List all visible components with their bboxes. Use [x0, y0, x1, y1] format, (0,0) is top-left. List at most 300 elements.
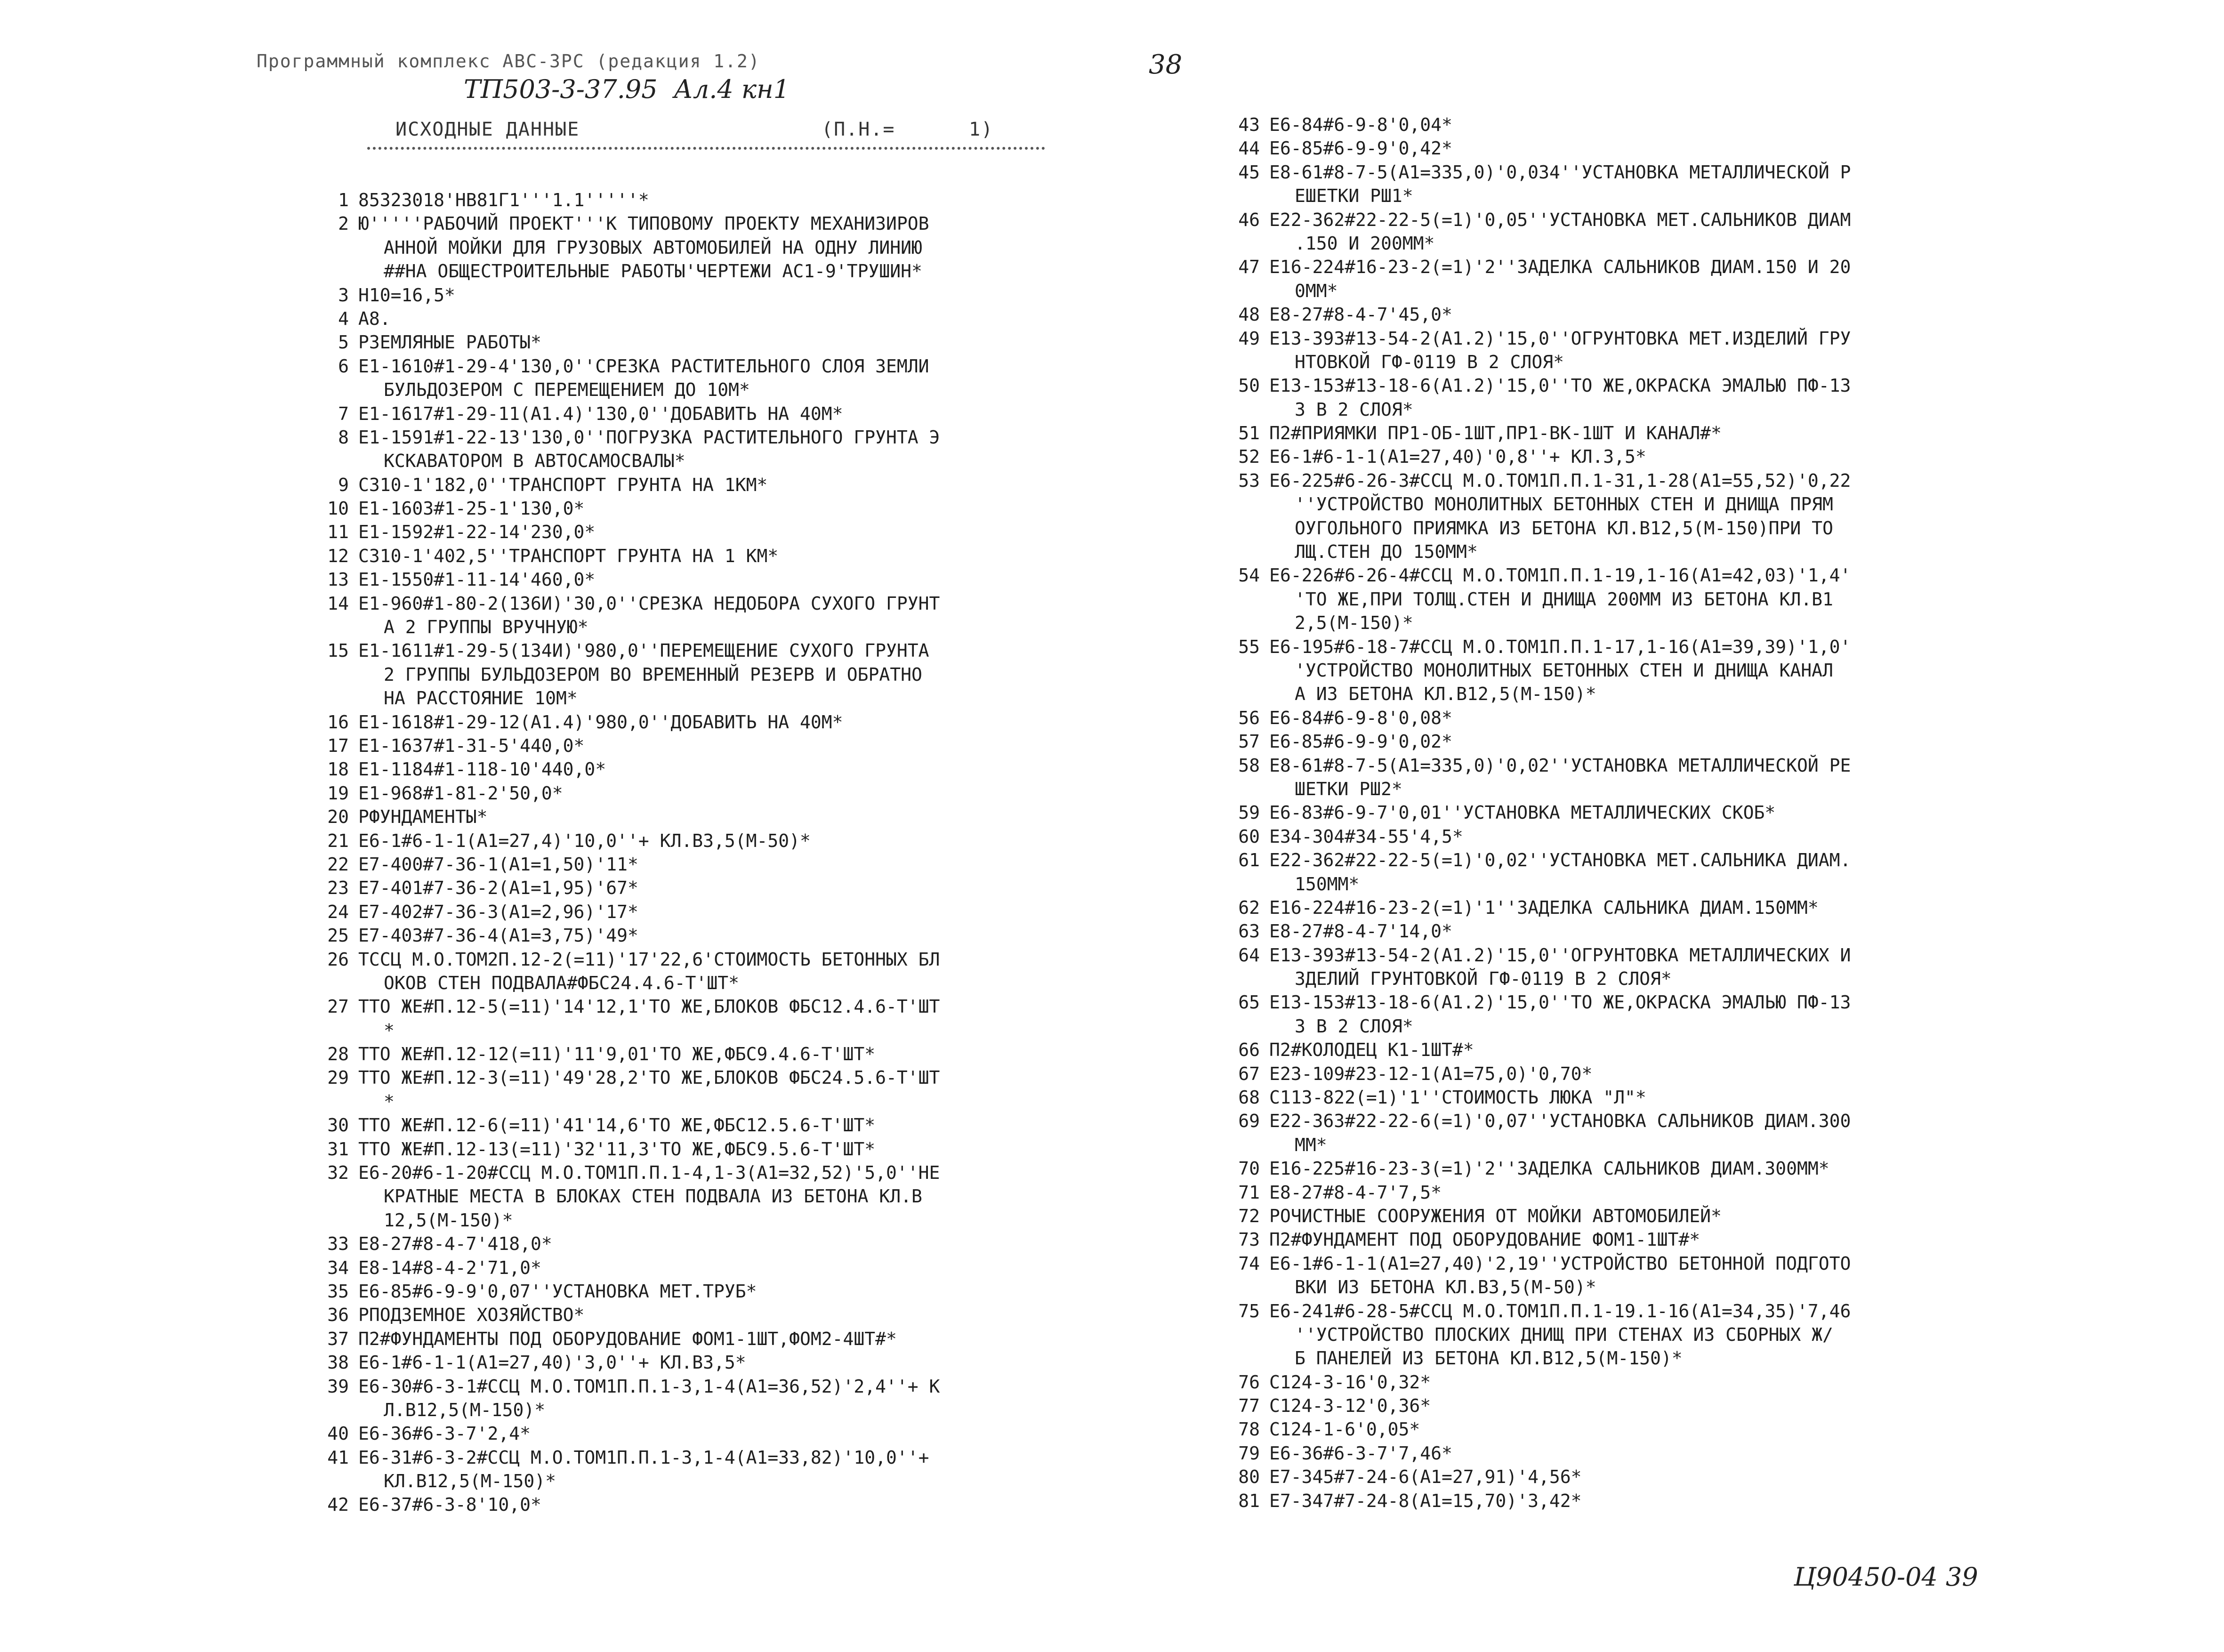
line-text: КЛ.В12,5(М-150)* — [384, 1471, 556, 1492]
line-text: Е13-393#13-54-2(А1.2)'15,0''ОГРУНТОВКА МЕТАЛЛИЧЕСКИХ И — [1269, 944, 1851, 966]
listing-line — [313, 853, 1137, 876]
listing-line — [1224, 232, 2067, 255]
listing-line — [1224, 113, 2067, 137]
listing-line — [1224, 872, 2067, 896]
line-number: 17 — [327, 735, 349, 756]
listing-line — [313, 924, 1137, 947]
listing-line — [313, 1422, 1137, 1445]
line-number: 52 — [1238, 446, 1260, 467]
listing-line — [1224, 1489, 2067, 1513]
program-header: Программный комплекс АВС-3РС (редакция 1.2) — [257, 51, 760, 72]
line-number: 12 — [327, 545, 349, 566]
listing-line — [1224, 327, 2067, 350]
listing-line — [1224, 445, 2067, 468]
line-text: 3 В 2 СЛОЯ* — [1295, 1015, 1413, 1037]
line-text: Е13-153#13-18-6(А1.2)'15,0''ТО ЖЕ,ОКРАСКА ЭМАЛЬЮ ПФ-13 — [1269, 375, 1851, 396]
line-text: Е8-27#8-4-7'14,0* — [1269, 921, 1452, 942]
line-number: 69 — [1238, 1111, 1260, 1132]
line-number: 42 — [327, 1494, 349, 1515]
listing-line — [1224, 991, 2067, 1014]
line-text: 2,5(М-150)* — [1295, 612, 1413, 634]
listing-line — [313, 497, 1137, 520]
line-text: Е1-1592#1-22-14'230,0* — [358, 522, 596, 543]
line-number: 70 — [1238, 1158, 1260, 1179]
header-divider — [367, 147, 1045, 150]
line-text: 'ТО ЖЕ,ПРИ ТОЛЩ.СТЕН И ДНИЩА 200ММ ИЗ БЕТОНА КЛ.В1 — [1295, 588, 1833, 610]
listing-line — [313, 1232, 1137, 1256]
listing-line — [313, 1351, 1137, 1374]
line-text: Е6-31#6-3-2#ССЦ М.О.ТОМ1П.П.1-3,1-4(А1=33,82)'10,0''+ — [358, 1447, 929, 1468]
line-number: 16 — [327, 711, 349, 733]
line-number: 22 — [327, 854, 349, 875]
line-number: 38 — [327, 1352, 349, 1373]
line-number: 6 — [338, 355, 349, 377]
listing-line — [313, 1375, 1137, 1398]
line-text: Е6-36#6-3-7'7,46* — [1269, 1442, 1452, 1464]
line-number: 37 — [327, 1328, 349, 1349]
line-text: С124-1-6'0,05* — [1269, 1419, 1420, 1440]
inventory-stamp: Ц90450-04 39 — [1794, 1562, 1978, 1592]
line-number: 5 — [338, 332, 349, 353]
listing-line — [313, 639, 1137, 662]
listing-line — [313, 1493, 1137, 1516]
line-text: 85323018'НВ81Г1'''1.1'''''* — [358, 190, 649, 210]
listing-line — [1224, 1299, 2067, 1323]
line-number: 65 — [1238, 992, 1260, 1013]
line-number: 61 — [1238, 850, 1260, 871]
line-text: Е1-1611#1-29-5(134И)'980,0''ПЕРЕМЕЩЕНИЕ СУХОГО ГРУНТА — [358, 640, 929, 661]
listing-line — [313, 330, 1137, 354]
listing-line — [313, 782, 1137, 805]
line-number: 34 — [327, 1257, 349, 1278]
line-number: 79 — [1238, 1442, 1260, 1464]
line-text: Е6-36#6-3-7'2,4* — [358, 1423, 531, 1444]
listing-line — [313, 592, 1137, 615]
line-number: 28 — [327, 1044, 349, 1065]
line-number: 29 — [327, 1067, 349, 1088]
listing-line — [1224, 137, 2067, 160]
line-number: 73 — [1238, 1229, 1260, 1250]
line-text: Е22-362#22-22-5(=1)'0,05''УСТАНОВКА МЕТ.САЛЬНИКОВ ДИАМ — [1269, 209, 1851, 230]
listing-line — [1224, 1157, 2067, 1180]
line-text: Е6-1#6-1-1(А1=27,40)'2,19''УСТРОЙСТВО БЕТОННОЙ ПОДГОТО — [1269, 1253, 1851, 1274]
line-text: Е6-226#6-26-4#ССЦ М.О.ТОМ1П.П.1-19,1-16(А1=42,03)'1,4' — [1269, 565, 1851, 586]
line-text: * — [384, 1091, 395, 1112]
listing-line — [1224, 848, 2067, 872]
line-text: Б ПАНЕЛЕЙ ИЗ БЕТОНА КЛ.В12,5(М-150)* — [1295, 1348, 1683, 1369]
listing-line — [1224, 896, 2067, 919]
line-text: ''УСТРОЙСТВО МОНОЛИТНЫХ БЕТОННЫХ СТЕН И ДНИЩА ПРЯМ — [1295, 494, 1833, 515]
line-number: 2 — [338, 213, 349, 234]
line-text: Е6-241#6-28-5#ССЦ М.О.ТОМ1П.П.1-19.1-16(А1=34,35)'7,46 — [1269, 1300, 1851, 1322]
line-text: Е8-14#8-4-2'71,0* — [358, 1257, 541, 1278]
listing-line — [1224, 161, 2067, 184]
line-text: Е8-61#8-7-5(А1=335,0)'0,034''УСТАНОВКА МЕТАЛЛИЧЕСКОЙ Р — [1269, 161, 1851, 183]
line-text: Е13-393#13-54-2(А1.2)'15,0''ОГРУНТОВКА МЕТ.ИЗДЕЛИЙ ГРУ — [1269, 328, 1851, 349]
line-text: ОКОВ СТЕН ПОДВАЛА#ФБС24.4.6-Т'ШТ* — [384, 972, 739, 993]
line-number: 58 — [1238, 755, 1260, 776]
listing-line — [313, 544, 1137, 568]
line-text: Е1-1637#1-31-5'440,0* — [358, 735, 585, 756]
listing-line — [1224, 825, 2067, 848]
line-text: Е6-85#6-9-9'0,07''УСТАНОВКА МЕТ.ТРУБ* — [358, 1281, 757, 1302]
listing-line — [1224, 1228, 2067, 1251]
line-text: Е6-1#6-1-1(А1=27,40)'3,0''+ КЛ.В3,5* — [358, 1352, 746, 1373]
listing-line — [313, 734, 1137, 758]
line-text: ТТО ЖЕ#П.12-3(=11)'49'28,2'ТО ЖЕ,БЛОКОВ ФБС24.5.6-Т'ШТ — [358, 1067, 940, 1088]
line-number: 24 — [327, 901, 349, 922]
line-text: ЗДЕЛИЙ ГРУНТОВКОЙ ГФ-0119 В 2 СЛОЯ* — [1295, 968, 1672, 990]
line-text: Е1-1184#1-118-10'440,0* — [358, 759, 606, 780]
listing-line — [1224, 1109, 2067, 1133]
line-number: 21 — [327, 830, 349, 851]
line-text: Е16-224#16-23-2(=1)'2''ЗАДЕЛКА САЛЬНИКОВ ДИАМ.150 И 20 — [1269, 257, 1851, 278]
listing-line — [313, 615, 1137, 639]
line-text: Е6-1#6-1-1(А1=27,4)'10,0''+ КЛ.В3,5(М-50)* — [358, 830, 811, 851]
listing-line — [1224, 1086, 2067, 1109]
line-number: 32 — [327, 1162, 349, 1184]
line-text: Е8-61#8-7-5(А1=335,0)'0,02''УСТАНОВКА МЕТАЛЛИЧЕСКОЙ РЕ — [1269, 755, 1851, 776]
listing-line — [313, 1209, 1137, 1232]
line-text: С124-3-12'0,36* — [1269, 1395, 1431, 1417]
line-text: НА РАССТОЯНИЕ 10М* — [384, 688, 578, 709]
listing-line — [1224, 303, 2067, 326]
line-number: 3 — [338, 284, 349, 306]
listing-line — [1224, 682, 2067, 706]
line-text: .150 И 200ММ* — [1295, 233, 1435, 254]
line-number: 53 — [1238, 470, 1260, 491]
listing-line — [313, 995, 1137, 1018]
line-text: Е34-304#34-55'4,5* — [1269, 826, 1463, 847]
line-number: 9 — [338, 474, 349, 495]
listing-line — [1224, 1323, 2067, 1346]
listing-line — [313, 426, 1137, 449]
line-number: 46 — [1238, 209, 1260, 230]
line-text: Е1-1610#1-29-4'130,0''СРЕЗКА РАСТИТЕЛЬНОГО СЛОЯ ЗЕМЛИ — [358, 355, 929, 377]
line-number: 40 — [327, 1423, 349, 1444]
line-number: 75 — [1238, 1300, 1260, 1322]
listing-line — [1224, 540, 2067, 564]
line-text: ОУГОЛЬНОГО ПРИЯМКА ИЗ БЕТОНА КЛ.В12,5(М-150)ПРИ ТО — [1295, 517, 1833, 539]
line-text: Е7-400#7-36-1(А1=1,50)'11* — [358, 854, 638, 875]
line-text: ''УСТРОЙСТВО ПЛОСКИХ ДНИЩ ПРИ СТЕНАХ ИЗ СБОРНЫХ Ж/ — [1295, 1324, 1833, 1345]
listing-line — [1224, 208, 2067, 232]
line-number: 50 — [1238, 375, 1260, 396]
line-number: 39 — [327, 1376, 349, 1397]
line-text: РЗЕМЛЯНЫЕ РАБОТЫ* — [358, 332, 541, 353]
listing-line — [313, 805, 1137, 829]
line-text: РОЧИСТНЫЕ СООРУЖЕНИЯ ОТ МОЙКИ АВТОМОБИЛЕЙ* — [1269, 1205, 1722, 1226]
line-number: 66 — [1238, 1040, 1260, 1061]
listing-line — [313, 283, 1137, 307]
line-text: 2 ГРУППЫ БУЛЬДОЗЕРОМ ВО ВРЕМЕННЫЙ РЕЗЕРВ И ОБРАТНО — [384, 664, 922, 685]
line-text: Е6-85#6-9-9'0,02* — [1269, 731, 1452, 752]
line-number: 62 — [1238, 897, 1260, 918]
listing-line — [1224, 350, 2067, 374]
listing-line — [1224, 398, 2067, 421]
section-title: ИСХОДНЫЕ ДАННЫЕ — [395, 119, 580, 140]
line-number: 35 — [327, 1281, 349, 1302]
listing-line — [1224, 754, 2067, 777]
listing-line — [1224, 421, 2067, 445]
line-text: РПОДЗЕМНОЕ ХОЗЯЙСТВО* — [358, 1305, 585, 1326]
line-number: 13 — [327, 569, 349, 590]
line-text: Е6-37#6-3-8'10,0* — [358, 1494, 541, 1515]
line-number: 80 — [1238, 1467, 1260, 1488]
line-text: Е8-27#8-4-7'418,0* — [358, 1233, 552, 1255]
line-number: 71 — [1238, 1182, 1260, 1203]
listing-line — [1224, 1252, 2067, 1275]
line-text: ВКИ ИЗ БЕТОНА КЛ.В3,5(М-50)* — [1295, 1277, 1596, 1298]
line-text: Е6-84#6-9-8'0,08* — [1269, 707, 1452, 728]
listing-line — [313, 1161, 1137, 1185]
listing-line — [313, 1280, 1137, 1303]
line-text: АННОЙ МОЙКИ ДЛЯ ГРУЗОВЫХ АВТОМОБИЛЕЙ НА ОДНУ ЛИНИЮ — [384, 237, 922, 258]
line-text: А8. — [358, 308, 391, 329]
line-number: 41 — [327, 1447, 349, 1468]
listing-line — [313, 1113, 1137, 1137]
listing-line — [1224, 943, 2067, 967]
line-text: Е1-1603#1-25-1'130,0* — [358, 498, 585, 519]
line-text: КСКАВАТОРОМ В АВТОСАМОСВАЛЫ* — [384, 451, 685, 472]
line-text: Е23-109#23-12-1(А1=75,0)'0,70* — [1269, 1063, 1593, 1084]
line-text: БУЛЬДОЗЕРОМ С ПЕРЕМЕЩЕНИЕМ ДО 10М* — [384, 379, 750, 401]
listing-line — [313, 355, 1137, 378]
listing-line — [313, 212, 1137, 235]
listing-line — [1224, 516, 2067, 540]
line-number: 11 — [327, 522, 349, 543]
listing-line — [1224, 374, 2067, 397]
line-text: Е22-362#22-22-5(=1)'0,02''УСТАНОВКА МЕТ.САЛЬНИКА ДИАМ. — [1269, 850, 1851, 871]
line-text: ТТО ЖЕ#П.12-6(=11)'41'14,6'ТО ЖЕ,ФБС12.5.6-Т'ШТ* — [358, 1115, 876, 1136]
line-text: Ю'''''РАБОЧИЙ ПРОЕКТ'''К ТИПОВОМУ ПРОЕКТУ МЕХАНИЗИРОВ — [358, 213, 929, 234]
line-number: 63 — [1238, 921, 1260, 942]
listing-line — [1224, 279, 2067, 303]
line-text: ТССЦ М.О.ТОМ2П.12-2(=11)'17'22,6'СТОИМОСТЬ БЕТОННЫХ БЛ — [358, 949, 940, 970]
line-text: Е8-27#8-4-7'45,0* — [1269, 304, 1452, 325]
line-number: 27 — [327, 996, 349, 1017]
line-number: 10 — [327, 498, 349, 519]
listing-line — [1224, 1418, 2067, 1441]
line-number: 7 — [338, 403, 349, 424]
line-text: С310-1'402,5''ТРАНСПОРТ ГРУНТА НА 1 КМ* — [358, 545, 779, 566]
line-text: 12,5(М-150)* — [384, 1209, 513, 1231]
line-number: 26 — [327, 949, 349, 970]
line-text: Е8-27#8-4-7'7,5* — [1269, 1182, 1442, 1203]
right-column — [1224, 113, 2067, 1513]
line-text: ##НА ОБЩЕСТРОИТЕЛЬНЫЕ РАБОТЫ'ЧЕРТЕЖИ АС1-9'ТРУШИН* — [384, 261, 922, 282]
line-number: 64 — [1238, 944, 1260, 966]
line-text: С113-822(=1)'1''СТОИМОСТЬ ЛЮКА "Л"* — [1269, 1087, 1646, 1108]
listing-line — [1224, 1370, 2067, 1394]
line-number: 33 — [327, 1233, 349, 1255]
line-number: 30 — [327, 1115, 349, 1136]
listing-line — [313, 663, 1137, 686]
line-text: Е16-225#16-23-3(=1)'2''ЗАДЕЛКА САЛЬНИКОВ ДИАМ.300ММ* — [1269, 1158, 1829, 1179]
line-text: Е1-1617#1-29-11(А1.4)'130,0''ДОБАВИТЬ НА 40М* — [358, 403, 843, 424]
listing-line — [1224, 967, 2067, 991]
listing-line — [1224, 184, 2067, 208]
listing-line — [1224, 469, 2067, 492]
listing-line — [313, 259, 1137, 283]
line-text: ММ* — [1295, 1134, 1327, 1155]
line-text: ТТО ЖЕ#П.12-5(=11)'14'12,1'ТО ЖЕ,БЛОКОВ ФБС12.4.6-Т'ШТ — [358, 996, 940, 1017]
listing-line — [1224, 635, 2067, 659]
line-number: 48 — [1238, 304, 1260, 325]
listing-line — [313, 188, 1137, 212]
listing-line — [313, 449, 1137, 473]
line-text: П2#ФУНДАМЕНТЫ ПОД ОБОРУДОВАНИЕ ФОМ1-1ШТ,ФОМ2-4ШТ#* — [358, 1328, 897, 1349]
line-number: 67 — [1238, 1063, 1260, 1084]
section-page-number: (П.Н.= 1) — [822, 119, 994, 140]
line-text: Е7-345#7-24-6(А1=27,91)'4,56* — [1269, 1467, 1582, 1488]
line-text: А ИЗ БЕТОНА КЛ.В12,5(М-150)* — [1295, 684, 1596, 705]
line-text: Е6-30#6-3-1#ССЦ М.О.ТОМ1П.П.1-3,1-4(А1=36,52)'2,4''+ К — [358, 1376, 940, 1397]
line-text: С310-1'182,0''ТРАНСПОРТ ГРУНТА НА 1КМ* — [358, 474, 768, 495]
line-number: 36 — [327, 1305, 349, 1326]
line-text: Е13-153#13-18-6(А1.2)'15,0''ТО ЖЕ,ОКРАСКА ЭМАЛЬЮ ПФ-13 — [1269, 992, 1851, 1013]
listing-line — [313, 1256, 1137, 1280]
listing-line — [1224, 919, 2067, 943]
line-text: Е16-224#16-23-2(=1)'1''ЗАДЕЛКА САЛЬНИКА ДИАМ.150ММ* — [1269, 897, 1819, 918]
line-number: 14 — [327, 593, 349, 614]
line-number: 18 — [327, 759, 349, 780]
line-text: Е6-83#6-9-7'0,01''УСТАНОВКА МЕТАЛЛИЧЕСКИХ СКОБ* — [1269, 802, 1776, 823]
listing-line — [1224, 1133, 2067, 1157]
listing-line — [313, 758, 1137, 781]
line-number: 20 — [327, 806, 349, 828]
listing-line — [313, 568, 1137, 591]
line-text: НТОВКОЙ ГФ-0119 В 2 СЛОЯ* — [1295, 351, 1564, 372]
listing-line — [1224, 1204, 2067, 1228]
line-text: П2#ФУНДАМЕНТ ПОД ОБОРУДОВАНИЕ ФОМ1-1ШТ#* — [1269, 1229, 1700, 1250]
line-number: 74 — [1238, 1253, 1260, 1274]
line-number: 51 — [1238, 423, 1260, 444]
line-number: 68 — [1238, 1087, 1260, 1108]
line-number: 47 — [1238, 257, 1260, 278]
line-text: Е1-1591#1-22-13'130,0''ПОГРУЗКА РАСТИТЕЛЬНОГО ГРУНТА Э — [358, 427, 940, 448]
line-text: А 2 ГРУППЫ ВРУЧНУЮ* — [384, 617, 588, 638]
line-text: Е6-84#6-9-8'0,04* — [1269, 114, 1452, 135]
line-text: * — [384, 1020, 395, 1041]
line-text: Н10=16,5* — [358, 284, 455, 306]
listing-line — [313, 686, 1137, 710]
line-number: 56 — [1238, 707, 1260, 728]
line-number: 81 — [1238, 1490, 1260, 1511]
listing-line — [1224, 1346, 2067, 1370]
line-number: 78 — [1238, 1419, 1260, 1440]
line-number: 59 — [1238, 802, 1260, 823]
listing-line — [1224, 564, 2067, 587]
line-text: Е6-1#6-1-1(А1=27,40)'0,8''+ КЛ.3,5* — [1269, 446, 1646, 467]
line-text: Е7-401#7-36-2(А1=1,95)'67* — [358, 878, 638, 899]
line-number: 31 — [327, 1138, 349, 1160]
line-number: 54 — [1238, 565, 1260, 586]
listing-line — [313, 1137, 1137, 1161]
line-text: Е1-1550#1-11-14'460,0* — [358, 569, 596, 590]
listing-line — [1224, 659, 2067, 682]
listing-line — [1224, 706, 2067, 730]
line-text: 3 В 2 СЛОЯ* — [1295, 399, 1413, 420]
listing-line — [313, 948, 1137, 971]
line-number: 1 — [338, 190, 349, 210]
line-text: ШЕТКИ РШ2* — [1295, 778, 1402, 799]
line-number: 25 — [327, 925, 349, 946]
listing-line — [1224, 1394, 2067, 1418]
listing-line — [313, 1185, 1137, 1208]
listing-line — [1224, 255, 2067, 279]
line-text: КРАТНЫЕ МЕСТА В БЛОКАХ СТЕН ПОДВАЛА ИЗ БЕТОНА КЛ.В — [384, 1186, 922, 1207]
line-text: Е1-960#1-80-2(136И)'30,0''СРЕЗКА НЕДОБОРА СУХОГО ГРУНТ — [358, 593, 940, 614]
line-number: 76 — [1238, 1371, 1260, 1393]
listing-line — [313, 236, 1137, 259]
line-number: 77 — [1238, 1395, 1260, 1417]
listing-line — [1224, 1275, 2067, 1299]
listing-line — [313, 307, 1137, 330]
left-column — [313, 188, 1137, 1517]
line-text: С124-3-16'0,32* — [1269, 1371, 1431, 1393]
listing-line — [313, 1303, 1137, 1327]
line-text: Е22-363#22-22-6(=1)'0,07''УСТАНОВКА САЛЬНИКОВ ДИАМ.300 — [1269, 1111, 1851, 1132]
line-number: 49 — [1238, 328, 1260, 349]
listing-line — [1224, 611, 2067, 635]
listing-line — [1224, 801, 2067, 824]
line-number: 57 — [1238, 731, 1260, 752]
line-number: 8 — [338, 427, 349, 448]
listing-line — [313, 1019, 1137, 1042]
line-number: 4 — [338, 308, 349, 329]
listing-line — [313, 876, 1137, 900]
listing-line — [313, 473, 1137, 497]
line-number: 55 — [1238, 636, 1260, 657]
line-text: Е6-195#6-18-7#ССЦ М.О.ТОМ1П.П.1-17,1-16(А1=39,39)'1,0' — [1269, 636, 1851, 657]
listing-line — [313, 1469, 1137, 1493]
listing-line — [1224, 1465, 2067, 1489]
listing-line — [1224, 1015, 2067, 1038]
line-text: П2#КОЛОДЕЦ К1-1ШТ#* — [1269, 1040, 1474, 1061]
line-text: ЕШЕТКИ РШ1* — [1295, 185, 1413, 207]
listing-line — [1224, 492, 2067, 516]
listing-line — [313, 829, 1137, 853]
listing-line — [1224, 588, 2067, 611]
line-text: Е6-225#6-26-3#ССЦ М.О.ТОМ1П.П.1-31,1-28(А1=55,52)'0,22 — [1269, 470, 1851, 491]
listing-line — [313, 1042, 1137, 1066]
listing-line — [313, 900, 1137, 924]
listing-line — [1224, 1181, 2067, 1204]
handwritten-page-number: 38 — [1149, 49, 1183, 80]
line-text: ТТО ЖЕ#П.12-13(=11)'32'11,3'ТО ЖЕ,ФБС9.5.6-Т'ШТ* — [358, 1138, 876, 1160]
listing-line — [313, 402, 1137, 426]
line-text: П2#ПРИЯМКИ ПР1-ОБ-1ШТ,ПР1-ВК-1ШТ И КАНАЛ#* — [1269, 423, 1722, 444]
line-number: 15 — [327, 640, 349, 661]
line-text: Е6-85#6-9-9'0,42* — [1269, 138, 1452, 159]
line-text: Е7-402#7-36-3(А1=2,96)'17* — [358, 901, 638, 922]
listing-line — [313, 1066, 1137, 1089]
line-text: ТТО ЖЕ#П.12-12(=11)'11'9,01'ТО ЖЕ,ФБС9.4.6-Т'ШТ* — [358, 1044, 876, 1065]
line-text: 'УСТРОЙСТВО МОНОЛИТНЫХ БЕТОННЫХ СТЕН И ДНИЩА КАНАЛ — [1295, 660, 1833, 681]
line-number: 60 — [1238, 826, 1260, 847]
listing-line — [313, 378, 1137, 402]
line-number: 23 — [327, 878, 349, 899]
line-number: 19 — [327, 782, 349, 804]
line-number: 45 — [1238, 161, 1260, 183]
line-text: 0ММ* — [1295, 280, 1338, 301]
listing-line — [313, 1398, 1137, 1422]
listing-line — [1224, 1062, 2067, 1086]
line-text: Е1-968#1-81-2'50,0* — [358, 782, 563, 804]
line-number: 44 — [1238, 138, 1260, 159]
listing-line — [1224, 1442, 2067, 1465]
